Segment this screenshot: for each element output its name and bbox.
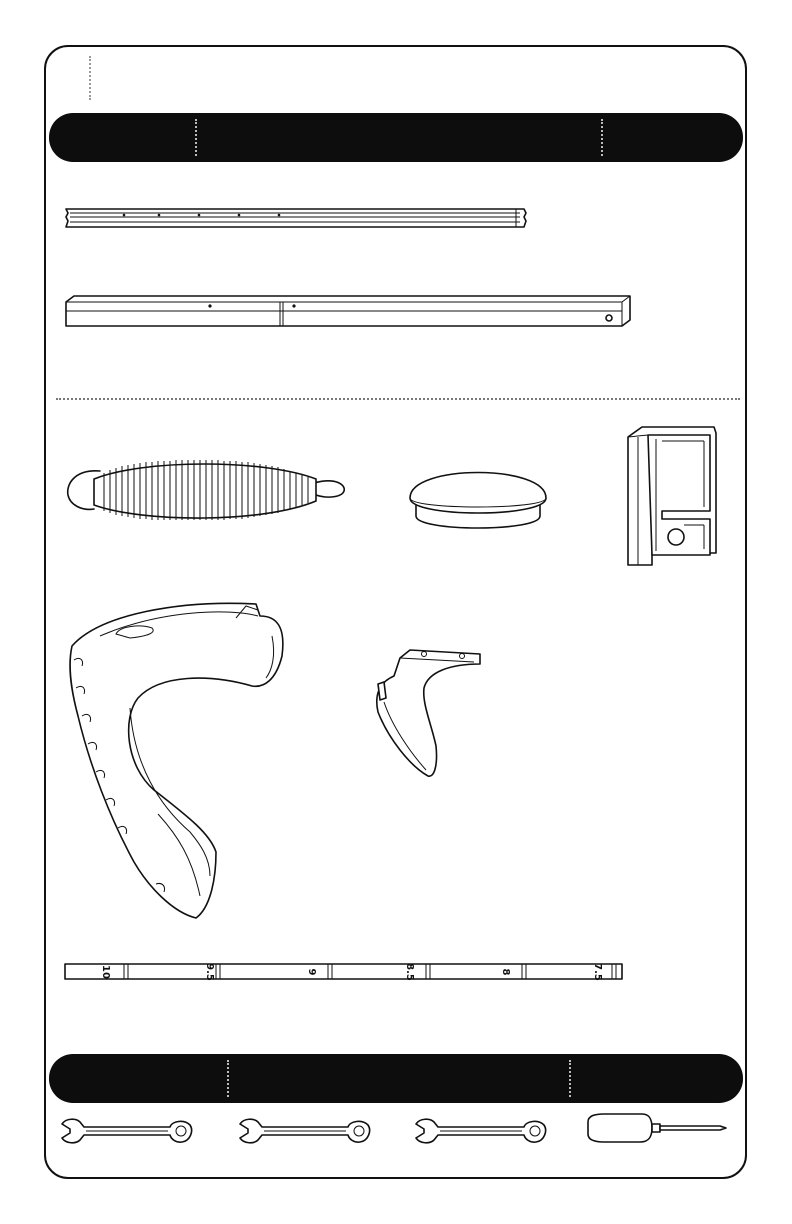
footer-cell-right [571, 1054, 743, 1103]
square-tube-part [64, 294, 636, 330]
ruler-mark-3: 8.5 [404, 963, 415, 981]
extension-spring-part [64, 455, 348, 527]
wrench-icon-2 [238, 1116, 372, 1146]
ruler-mark-2: 9 [306, 968, 317, 976]
wrench-icon-1 [60, 1116, 194, 1146]
header-cell-right [603, 113, 743, 162]
bracket-part [622, 423, 720, 569]
large-handle-part [60, 596, 290, 924]
section-divider [56, 398, 740, 400]
screwdriver-icon [584, 1112, 730, 1146]
wrench-icon-3 [414, 1116, 548, 1146]
footer-cell-left [49, 1054, 227, 1103]
ruler-gauge-part [64, 962, 624, 982]
ruler-mark-1: 9.5 [204, 963, 215, 981]
end-cap-part [406, 460, 550, 540]
header-cell-middle [197, 113, 601, 162]
header-cell-left [49, 113, 195, 162]
corner-dotted-mark [89, 56, 91, 100]
header-bar [49, 113, 743, 162]
footer-cell-middle [229, 1054, 569, 1103]
ruler-mark-4: 8 [500, 968, 511, 976]
ruler-mark-5: 7.5 [592, 963, 603, 981]
ruler-mark-0: 10 [100, 965, 111, 979]
footer-bar [49, 1054, 743, 1103]
small-handle-part [370, 642, 484, 782]
rail-channel-part [64, 205, 530, 231]
